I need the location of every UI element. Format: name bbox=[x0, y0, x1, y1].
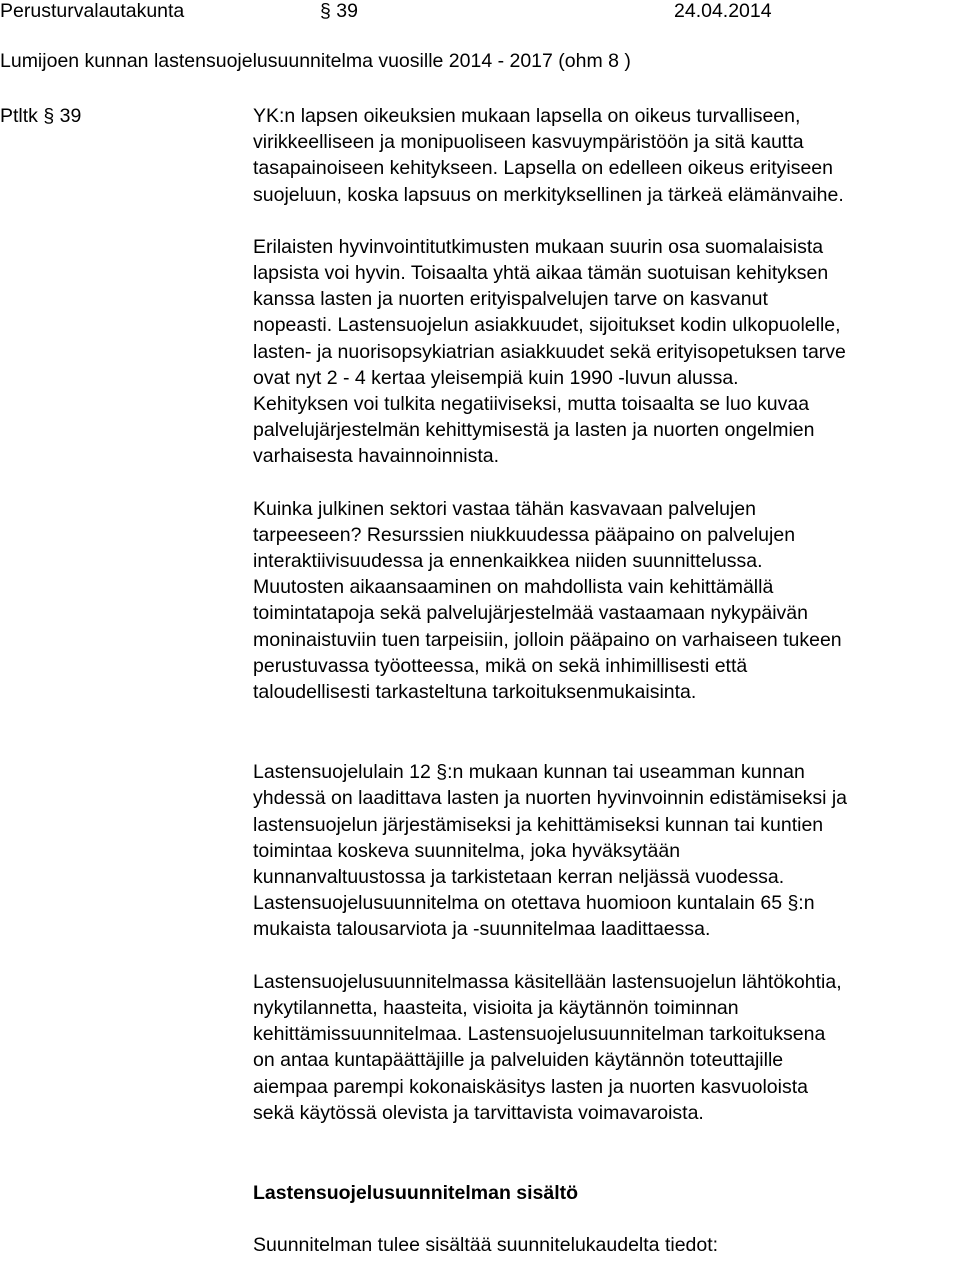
text-line: nykytilannetta, haasteita, visioita ja käytännön toiminnan bbox=[253, 996, 739, 1019]
text-line: perustuvassa työotteessa, mikä on sekä inhimillisesti että bbox=[253, 654, 748, 677]
text-line: Lastensuojelusuunnitelmassa käsitellään lastensuojelun lähtökohtia, bbox=[253, 970, 842, 993]
text-line: tasapainoiseen kehitykseen. Lapsella on edelleen oikeus erityiseen bbox=[253, 157, 833, 180]
text-line: aiempaa parempi kokonaiskäsitys lasten ja nuorten kasvuoloista bbox=[253, 1075, 808, 1098]
text-line: mukaista talousarviota ja -suunnitelmaa laadittaessa. bbox=[253, 918, 711, 941]
closing-line: Suunnitelman tulee sisältää suunnitelukaudelta tiedot: bbox=[253, 1234, 719, 1257]
text-line: taloudellisesti tarkasteltuna tarkoituksenmukaisinta. bbox=[253, 681, 697, 704]
text-line: lasten- ja nuorisopsykiatrian asiakkuudet sekä erityisopetuksen tarve bbox=[253, 340, 846, 363]
text-line: yhdessä on laadittava lasten ja nuorten hyvinvoinnin edistämiseksi ja bbox=[253, 787, 848, 810]
text-line: Lastensuojelulain 12 §:n mukaan kunnan tai useamman kunnan bbox=[253, 761, 805, 784]
text-line: lastensuojelun järjestämiseksi ja kehittämiseksi kunnan tai kuntien bbox=[253, 813, 824, 836]
text-line: kanssa lasten ja nuorten erityispalvelujen tarve on kasvanut bbox=[253, 288, 768, 311]
text-line: interaktiivisuudessa ja ennenkaikkea niiden suunnittelussa. bbox=[253, 550, 763, 573]
document-title: Lumijoen kunnan lastensuojelusuunnitelma vuosille 2014 - 2017 (ohm 8 ) bbox=[0, 50, 631, 72]
text-line: tarpeeseen? Resurssien niukkuudessa pääpaino on palvelujen bbox=[253, 523, 796, 546]
text-line: kunnanvaltuustossa ja tarkistetaan kerran neljässä vuodessa. bbox=[253, 866, 785, 889]
text-line: on antaa kuntapäättäjille ja palveluiden käytännön toteuttajille bbox=[253, 1049, 784, 1072]
body-column bbox=[253, 103, 958, 1258]
text-line: varhaisesta havainnoinnista. bbox=[253, 445, 500, 468]
text-line: suojeluun, koska lapsuus on merkityksellinen ja tärkeä elämänvaihe. bbox=[253, 183, 844, 206]
header-section: § 39 bbox=[320, 0, 358, 22]
text-line: kehittämissuunnitelmaa. Lastensuojelusuunnitelman tarkoituksena bbox=[253, 1023, 826, 1046]
paragraph-3 bbox=[253, 496, 958, 706]
text-line: YK:n lapsen oikeuksien mukaan lapsella on oikeus turvalliseen, bbox=[253, 105, 801, 127]
paragraph-1 bbox=[253, 103, 958, 208]
paragraph-2 bbox=[253, 234, 958, 470]
header-committee: Perusturvalautakunta bbox=[0, 0, 185, 22]
section-heading: Lastensuojelusuunnitelman sisältö bbox=[253, 1181, 579, 1204]
text-line: lapsista voi hyvin. Toisaalta yhtä aikaa tämän suotuisan kehityksen bbox=[253, 262, 829, 285]
text-line: toimintaa koskeva suunnitelma, joka hyväksytään bbox=[253, 839, 681, 862]
text-line: toimintatapoja sekä palvelujärjestelmää vastaamaan nykypäivän bbox=[253, 602, 808, 625]
text-line: palvelujärjestelmän kehittymisestä ja lasten ja nuorten ongelmien bbox=[253, 419, 815, 442]
text-line: Kuinka julkinen sektori vastaa tähän kasvavaan palvelujen bbox=[253, 497, 756, 520]
text-line: Erilaisten hyvinvointitutkimusten mukaan suurin osa suomalaisista bbox=[253, 235, 824, 258]
text-line: moninaistuviin tuen tarpeisiin, jolloin pääpaino on varhaiseen tukeen bbox=[253, 628, 842, 651]
text-line: Lastensuojelusuunnitelma on otettava huomioon kuntalain 65 §:n bbox=[253, 892, 815, 915]
paragraph-5 bbox=[253, 969, 958, 1126]
text-line: nopeasti. Lastensuojelun asiakkuudet, sijoitukset kodin ulkopuolelle, bbox=[253, 314, 841, 337]
text-line: ovat nyt 2 - 4 kertaa yleisempiä kuin 1990 -luvun alussa. bbox=[253, 366, 739, 389]
paragraph-4 bbox=[253, 759, 958, 942]
header-date: 24.04.2014 bbox=[674, 0, 772, 22]
text-line: Kehityksen voi tulkita negatiiviseksi, mutta toisaalta se luo kuvaa bbox=[253, 393, 810, 416]
text-line: sekä käytössä olevista ja tarvittavista voimavaroista. bbox=[253, 1101, 704, 1124]
text-line: Muutosten aikaansaaminen on mahdollista vain kehittämällä bbox=[253, 576, 774, 599]
text-line: virikkeelliseen ja monipuoliseen kasvuympäristöön ja sitä kautta bbox=[253, 131, 804, 154]
item-label: Ptltk § 39 bbox=[0, 105, 82, 127]
